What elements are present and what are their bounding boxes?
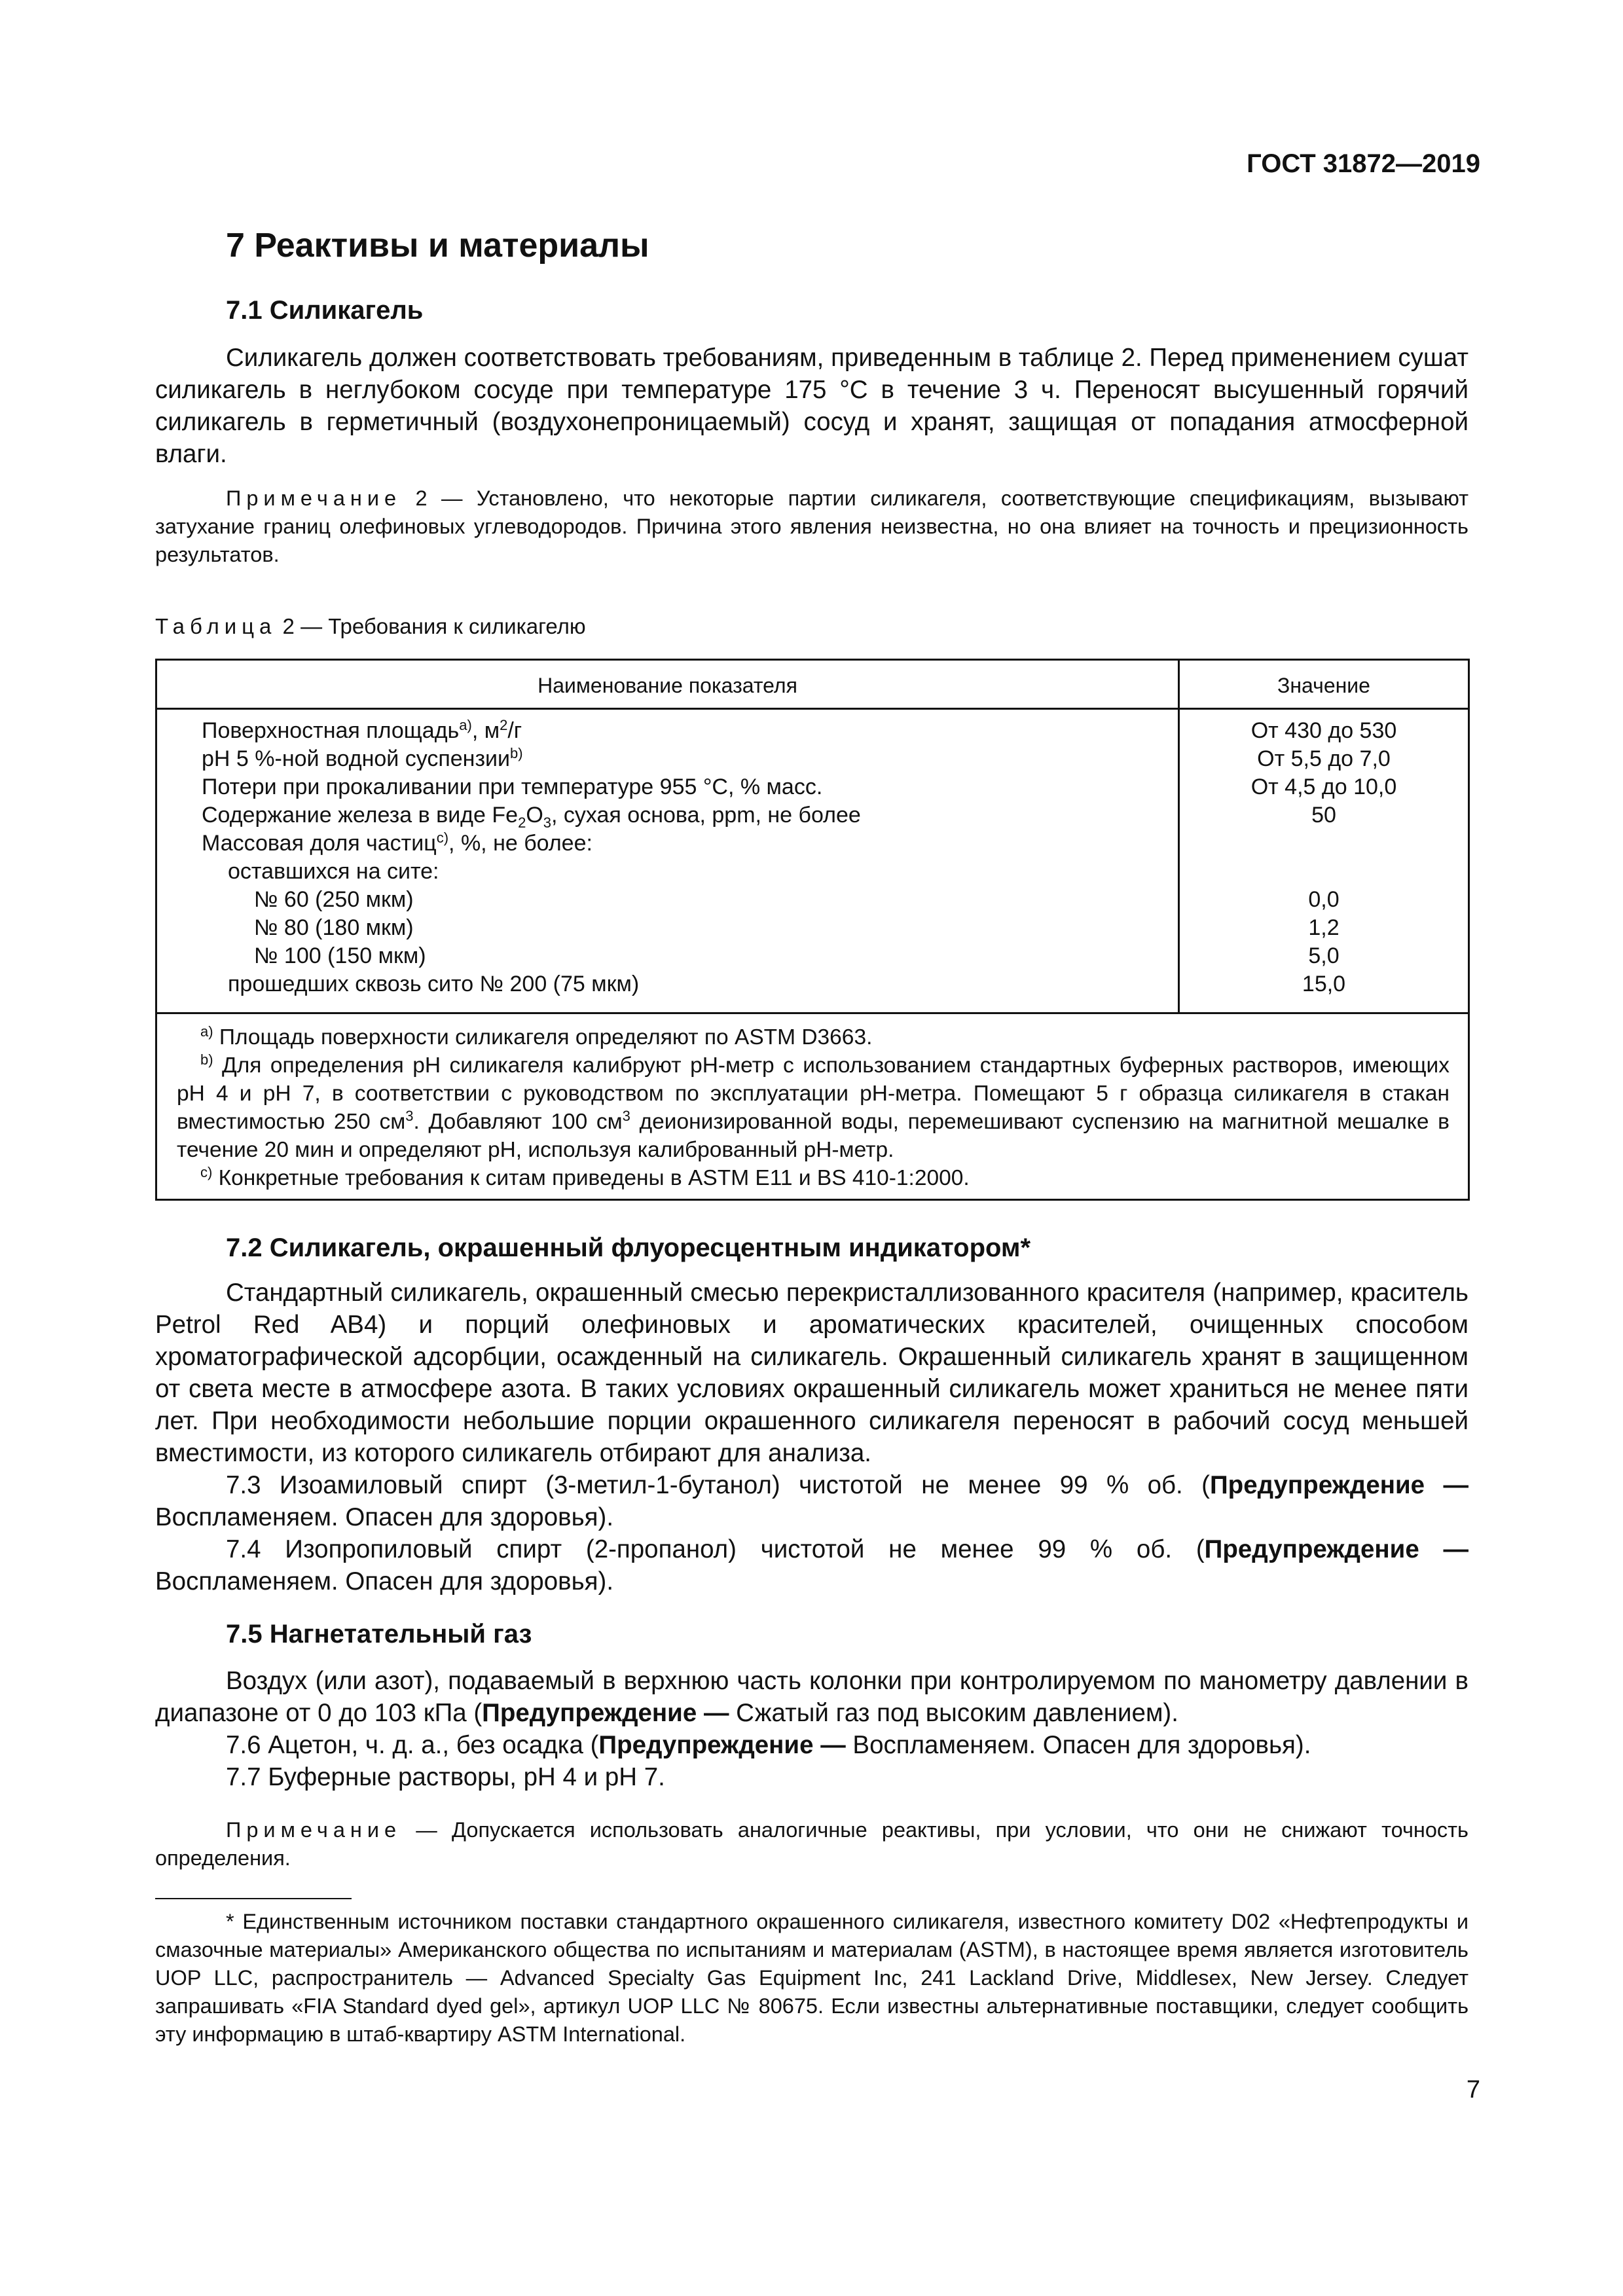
table-row xyxy=(157,858,1468,886)
row-name: Потери при прокаливании при температуре 955 °С, % масс. xyxy=(202,774,823,799)
section-7-1-title: 7.1 Силикагель xyxy=(226,296,424,325)
header-value-column: Значение xyxy=(1277,674,1370,697)
table-caption-text: 2 — Требования к силикагелю xyxy=(276,614,586,638)
note-1 xyxy=(155,484,1468,569)
table-row xyxy=(157,942,1468,970)
row-name: прошедших сквозь сито № 200 (75 мкм) xyxy=(228,972,640,996)
row-name: Массовая доля частиц$^{c)}$, %, не более: xyxy=(202,829,593,856)
section-7-7: 7.7 Буферные растворы, pH 4 и pH 7. xyxy=(226,1763,665,1791)
row-value: 5,0 xyxy=(1308,943,1340,968)
section-7-4: 7.4 Изопропиловый спирт (2-пропанол) чистотой не менее 99 % об. (Предупреждение — Воспламеняем. Опасен для здоровья). xyxy=(155,1535,1468,1595)
row-name: pH 5 %-ной водной суспензии$^{b)}$ xyxy=(202,745,523,771)
table-row xyxy=(157,717,1468,745)
table-2-caption xyxy=(155,614,586,639)
table-row xyxy=(157,914,1468,942)
section-7-1-text: Силикагель должен соответствовать требованиям, приведенным в таблице 2. Перед применением сушат силикагель в неглубоком сосуде при температуре 175 °С в течение 3 ч. Переносят высушенный горячий силикагель в герметичный (воздухонепроницаемый) сосуд и хранят, защищая от попадания атмосферной влаги. xyxy=(155,344,1468,468)
note-1-text: 2 — Установлено, что некоторые партии силикагеля, соответствующие спецификациям, вызывают затухание границ олефиновых углеводородов. Причина этого явления неизвестна, но она влияет на точность и прецизионность результатов. xyxy=(155,486,1468,566)
section-7-2-title: 7.2 Силикагель, окрашенный флуоресцентным индикатором* xyxy=(226,1233,1031,1262)
table-row xyxy=(157,773,1468,801)
section-7-3: 7.3 Изоамиловый спирт (3-метил-1-бутанол) чистотой не менее 99 % об. (Предупреждение — Воспламеняем. Опасен для здоровья). xyxy=(155,1471,1468,1531)
table-header-row xyxy=(157,661,1468,710)
row-value: От 430 до 530 xyxy=(1250,718,1397,743)
table-body xyxy=(157,717,1468,998)
table-caption-label: Таблица xyxy=(155,614,277,638)
row-name: Поверхностная площадь$^{a)}$, $м^2/г$ xyxy=(202,717,522,743)
table-row xyxy=(157,745,1468,773)
section-7-5-text: Воздух (или азот), подаваемый в верхнюю часть колонки при контролируемом по манометру давлении в диапазоне от 0 до 103 кПа (Предупреждение — Сжатый газ под высоким давлением). xyxy=(155,1667,1468,1727)
table-row xyxy=(157,801,1468,829)
table-row xyxy=(157,829,1468,858)
table-row xyxy=(157,886,1468,914)
row-name: № 60 (250 мкм) xyxy=(254,887,414,912)
note-1-label: Примечание xyxy=(226,486,402,510)
note-2-label: Примечание xyxy=(226,1818,402,1842)
row-value: 1,2 xyxy=(1308,915,1340,940)
row-value: От 4,5 до 10,0 xyxy=(1250,774,1397,799)
section-7-2-text: Стандартный силикагель, окрашенный смесью перекристаллизованного красителя (например, краситель Petrol Red AB4) и порций олефиновых и ароматических красителей, очищенных способом хроматографической адсорбции, осажденный на силикагель. Окрашенный силикагель хранят в защищенном от света месте в атмосфере азота. В таких условиях окрашенный силикагель может храниться не менее пяти лет. При необходимости небольшие порции окрашенного силикагеля переносят в рабочий сосуд меньшей вместимости, из которого силикагель отбирают для анализа. xyxy=(155,1279,1468,1467)
row-value: 50 xyxy=(1311,803,1336,828)
row-value: 0,0 xyxy=(1308,887,1340,912)
table-footnote-b: $^{b)}$ Для определения pH силикагеля калибруют pH-метр с использованием стандартных буферных растворов, имеющих pH 4 и pH 7, в соответствии с руководством по эксплуатации pH-метра. Помещают 5 г образца силикагеля в стакан вместимостью 250 $см^3$. Добавляют 100 $см^3$ деионизированной воды, перемешивают суспензию на магнитной мешалке в течение 20 мин и определяют pH, используя калиброванный pH-метр. xyxy=(177,1051,1450,1162)
header-name-column: Наименование показателя xyxy=(538,674,797,697)
page-number: 7 xyxy=(1466,2076,1480,2104)
row-value: 15,0 xyxy=(1302,972,1346,996)
section-7-6: 7.6 Ацетон, ч. д. а., без осадка (Предупреждение — Воспламеняем. Опасен для здоровья). xyxy=(226,1731,1311,1759)
table-footnotes xyxy=(157,1012,1468,1199)
section-7-title: 7 Реактивы и материалы xyxy=(226,227,649,264)
row-name: № 100 (150 мкм) xyxy=(254,943,426,968)
footnote-separator xyxy=(155,1898,352,1899)
row-value: От 5,5 до 7,0 xyxy=(1257,746,1391,771)
row-name: № 80 (180 мкм) xyxy=(254,915,414,940)
row-name: оставшихся на сите: xyxy=(228,859,439,884)
row-name: Содержание железа в виде $Fe_2O_3$, сухая основа, ppm, не более xyxy=(202,803,861,831)
table-footnote-c: $^{c)}$ Конкретные требования к ситам приведены в ASTM E11 и BS 410-1:2000. xyxy=(200,1164,970,1190)
note-2 xyxy=(155,1816,1468,1872)
document-code: ГОСТ 31872—2019 xyxy=(1247,149,1480,178)
table-row xyxy=(157,970,1468,998)
page-footnote: * Единственным источником поставки стандартного окрашенного силикагеля, известного комитету D02 «Нефтепродукты и смазочные материалы» Американского общества по испытаниям и материалам (ASTM), в настоящее время является изготовитель UOP LLC, распространитель — Advanced Specialty Gas Equipment Inc, 241 Lackland Drive, Middlesex, New Jersey. Следует запрашивать «FIA Standard dyed gel», артикул UOP LLC № 80675. Если известны альтернативные поставщики, следует сообщить эту информацию в штаб-квартиру ASTM International. xyxy=(155,1910,1468,2046)
table-footnote-a: $^{a)}$ Площадь поверхности силикагеля определяют по ASTM D3663. xyxy=(200,1023,873,1049)
note-2-text: — Допускается использовать аналогичные реактивы, при условии, что они не снижают точность определения. xyxy=(155,1818,1468,1870)
section-7-5-title: 7.5 Нагнетательный газ xyxy=(226,1620,532,1649)
table-2 xyxy=(155,659,1470,1201)
